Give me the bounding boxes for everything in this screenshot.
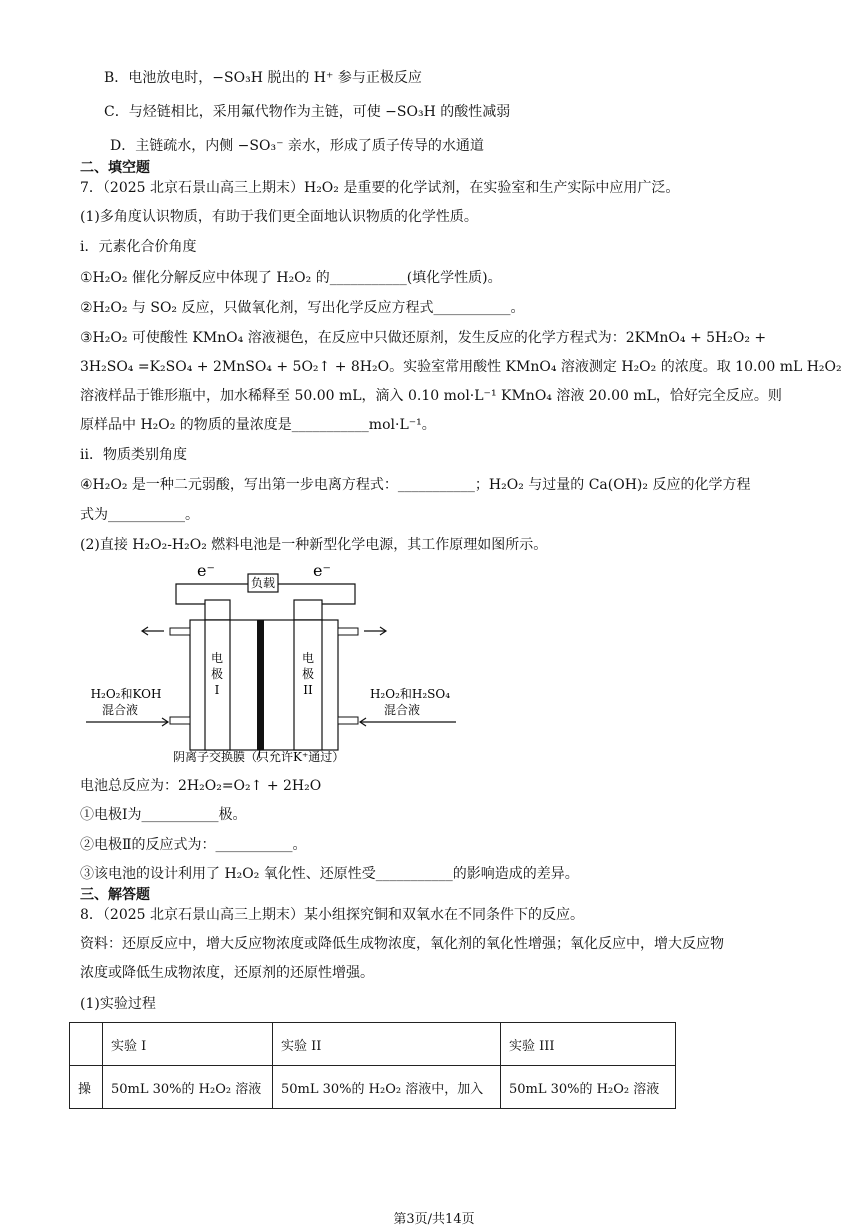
q7-item3-line4: 原样品中 H₂O₂ 的物质的量浓度是___________mol·L⁻¹。 bbox=[80, 417, 436, 433]
option-c: C．与烃链相比，采用氟代物作为主链，可使 −SO₃H 的酸性减弱 bbox=[104, 104, 511, 120]
svg-text:电: 电 bbox=[210, 651, 224, 665]
q7-part1: (1)多角度认识物质，有助于我们更全面地认识物质的化学性质。 bbox=[80, 209, 478, 225]
left-feed-label: H₂O₂和KOH bbox=[90, 687, 162, 701]
table-header-row: 实验 I 实验 II 实验 III bbox=[70, 1023, 676, 1066]
q8-stem: 8．（2025 北京石景山高三上期末）某小组探究铜和双氧水在不同条件下的反应。 bbox=[80, 907, 584, 923]
q7-item4-line1: ④H₂O₂ 是一种二元弱酸，写出第一步电离方程式：___________；H₂O₂ 与过量的 Ca(OH)₂ 反应的化学方程 bbox=[80, 477, 751, 493]
section-title-fill-in: 二、填空题 bbox=[80, 160, 150, 176]
option-b: B．电池放电时，−SO₃H 脱出的 H⁺ 参与正极反应 bbox=[104, 70, 422, 86]
svg-text:电: 电 bbox=[301, 651, 315, 665]
q8-info-line1: 资料：还原反应中，增大反应物浓度或降低生成物浓度，氧化剂的氧化性增强；氧化反应中，增大反应物 bbox=[80, 936, 724, 952]
q8-part1: (1)实验过程 bbox=[80, 996, 156, 1012]
q7-sub-ii: ii．物质类别角度 bbox=[80, 447, 187, 463]
right-feed-label: H₂O₂和H₂SO₄ bbox=[369, 687, 451, 701]
fuel-cell-diagram bbox=[80, 560, 480, 770]
q7-item3-line1: ③H₂O₂ 可使酸性 KMnO₄ 溶液褪色，在反应中只做还原剂，发生反应的化学方程式为：2KMnO₄ + 5H₂O₂ + bbox=[80, 330, 767, 346]
load-label: 负载 bbox=[250, 576, 276, 590]
membrane-label: 阴离子交换膜（只允许K⁺通过） bbox=[173, 750, 345, 764]
table-row: 操 50mL 30%的 H₂O₂ 溶液 50mL 30%的 H₂O₂ 溶液中，加入 50mL 30%的 H₂O₂ 溶液 bbox=[70, 1066, 676, 1109]
q7-item1: ①H₂O₂ 催化分解反应中体现了 H₂O₂ 的___________(填化学性质)。 bbox=[80, 270, 502, 286]
option-d: D．主链疏水，内侧 −SO₃⁻ 亲水，形成了质子传导的水通道 bbox=[110, 138, 484, 154]
electron-right-label: e⁻ bbox=[313, 561, 331, 580]
q7-stem: 7．（2025 北京石景山高三上期末）H₂O₂ 是重要的化学试剂，在实验室和生产实际中应用广泛。 bbox=[80, 180, 680, 196]
q7-item3-line2: 3H₂SO₄ =K₂SO₄ + 2MnSO₄ + 5O₂↑ + 8H₂O。实验室常用酸性 KMnO₄ 溶液测定 H₂O₂ 的浓度。取 10.00 mL H₂O₂ bbox=[80, 359, 842, 375]
q7-sub-i: i．元素化合价角度 bbox=[80, 239, 197, 255]
section-title-answer: 三、解答题 bbox=[80, 887, 150, 903]
q8-info-line2: 浓度或降低生成物浓度，还原剂的还原性增强。 bbox=[80, 965, 374, 981]
q7-part2: (2)直接 H₂O₂-H₂O₂ 燃料电池是一种新型化学电源，其工作原理如图所示。 bbox=[80, 537, 548, 553]
q7-item3-line3: 溶液样品于锥形瓶中，加水稀释至 50.00 mL，滴入 0.10 mol·L⁻¹ KMnO₄ 溶液 20.00 mL，恰好完全反应。则 bbox=[80, 388, 782, 404]
q7-total-reaction: 电池总反应为：2H₂O₂=O₂↑ + 2H₂O bbox=[80, 778, 322, 794]
q7-blank3: ③该电池的设计利用了 H₂O₂ 氧化性、还原性受___________的影响造成的差异。 bbox=[80, 866, 579, 882]
electron-left-label: e⁻ bbox=[197, 561, 215, 580]
experiment-table bbox=[69, 1022, 676, 1109]
page-footer: 第3页/共14页 bbox=[393, 1212, 475, 1227]
membrane bbox=[257, 620, 264, 750]
svg-text:极: 极 bbox=[210, 667, 224, 681]
q7-blank1: ①电极Ⅰ为___________极。 bbox=[80, 807, 247, 823]
svg-text:II: II bbox=[303, 683, 313, 697]
q7-item2: ②H₂O₂ 与 SO₂ 反应，只做氧化剂，写出化学反应方程式___________。 bbox=[80, 300, 525, 316]
svg-text:I: I bbox=[214, 683, 220, 697]
q7-item4-line2: 式为___________。 bbox=[80, 507, 199, 523]
svg-text:混合液: 混合液 bbox=[383, 703, 421, 717]
svg-text:极: 极 bbox=[301, 667, 315, 681]
q7-blank2: ②电极Ⅱ的反应式为：___________。 bbox=[80, 837, 307, 853]
svg-text:混合液: 混合液 bbox=[101, 703, 139, 717]
